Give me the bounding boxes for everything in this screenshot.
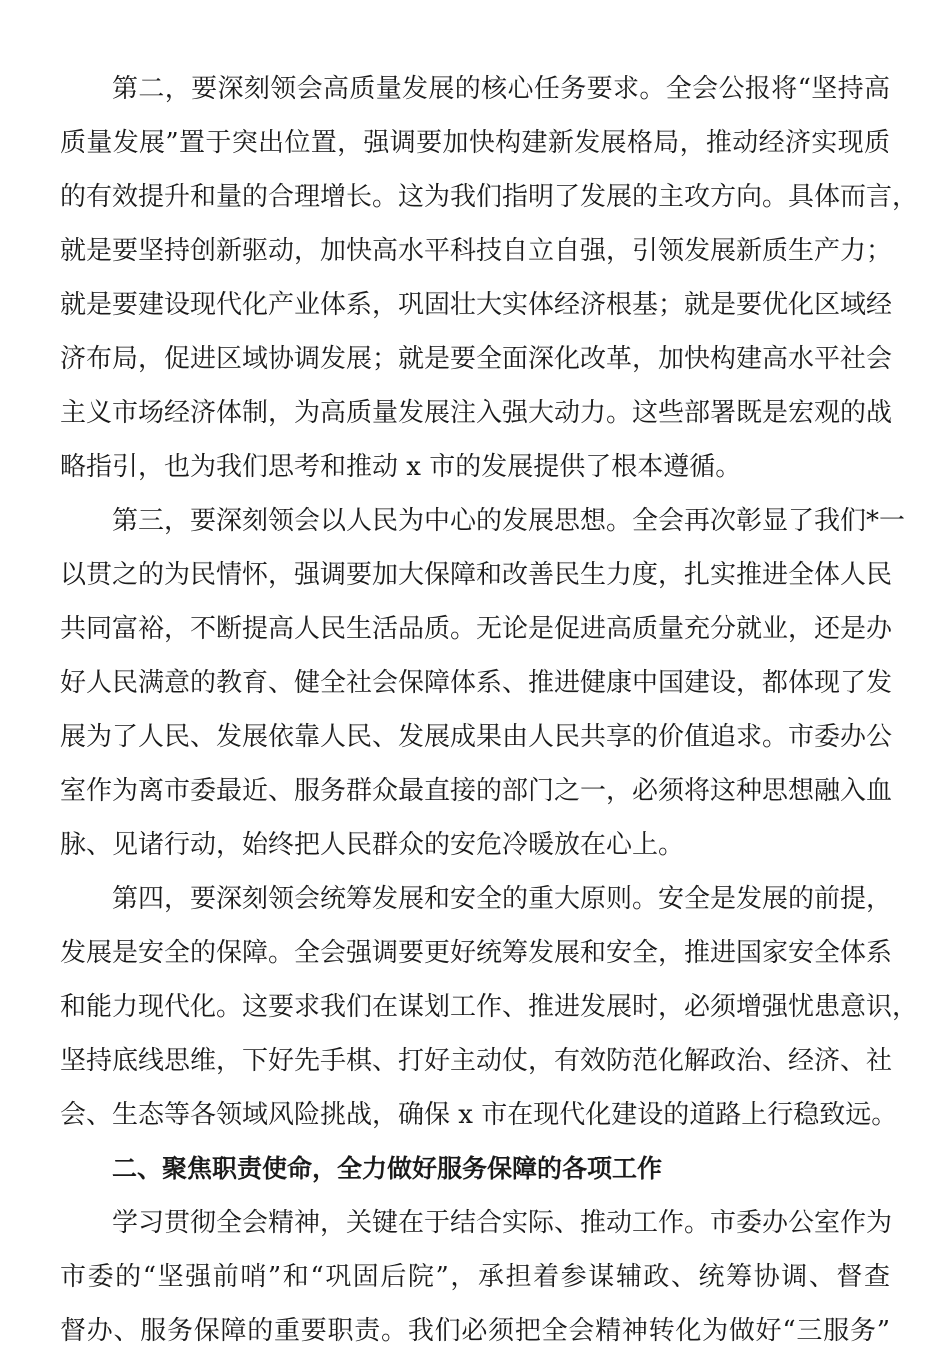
paragraph-line: 主义市场经济体制，为高质量发展注入强大动力。这些部署既是宏观的战 bbox=[60, 398, 893, 428]
paragraph-line: 质量发展”置于突出位置，强调要加快构建新发展格局，推动经济实现质 bbox=[60, 128, 890, 158]
paragraph-line: 督办、服务保障的重要职责。我们必须把全会精神转化为做好“三服务” bbox=[60, 1316, 890, 1346]
paragraph-line: 学习贯彻全会精神，关键在于结合实际、推动工作。市委办公室作为 bbox=[112, 1208, 893, 1238]
paragraph-line: 就是要坚持创新驱动，加快高水平科技自立自强，引领发展新质生产力； bbox=[60, 236, 893, 266]
paragraph-line: 好人民满意的教育、健全社会保障体系、推进健康中国建设，都体现了发 bbox=[60, 668, 893, 698]
paragraph-line: 第三，要深刻领会以人民为中心的发展思想。全会再次彰显了我们*一 bbox=[112, 506, 906, 536]
paragraph-line: 展为了人民、发展依靠人民、发展成果由人民共享的价值追求。市委办公 bbox=[60, 722, 893, 752]
paragraph-line: 坚持底线思维，下好先手棋、打好主动仗，有效防范化解政治、经济、社 bbox=[60, 1046, 893, 1076]
paragraph-line: 第四，要深刻领会统筹发展和安全的重大原则。安全是发展的前提， bbox=[112, 884, 893, 914]
body-text bbox=[60, 62, 919, 1358]
paragraph-line: 济布局，促进区域协调发展；就是要全面深化改革，加快构建高水平社会 bbox=[60, 344, 893, 374]
paragraph-line: 的有效提升和量的合理增长。这为我们指明了发展的主攻方向。具体而言， bbox=[60, 182, 919, 212]
paragraph-line: 会、生态等各领域风险挑战，确保 x 市在现代化建设的道路上行稳致远。 bbox=[60, 1100, 898, 1130]
paragraph-line: 和能力现代化。这要求我们在谋划工作、推进发展时，必须增强忧患意识， bbox=[60, 992, 919, 1022]
paragraph-line: 室作为离市委最近、服务群众最直接的部门之一，必须将这种思想融入血 bbox=[60, 776, 893, 806]
section-heading: 二、聚焦职责使命，全力做好服务保障的各项工作 bbox=[112, 1154, 663, 1183]
paragraph-line: 就是要建设现代化产业体系，巩固壮大实体经济根基；就是要优化区域经 bbox=[60, 290, 893, 320]
paragraph-line: 市委的“坚强前哨”和“巩固后院”，承担着参谋辅政、统筹协调、督查 bbox=[60, 1262, 890, 1292]
paragraph-line: 略指引，也为我们思考和推动 x 市的发展提供了根本遵循。 bbox=[60, 452, 742, 482]
paragraph-line: 发展是安全的保障。全会强调要更好统筹发展和安全，推进国家安全体系 bbox=[60, 938, 893, 968]
paragraph-line: 第二，要深刻领会高质量发展的核心任务要求。全会公报将“坚持高 bbox=[112, 74, 890, 104]
paragraph-line: 共同富裕，不断提高人民生活品质。无论是促进高质量充分就业，还是办 bbox=[60, 614, 893, 644]
paragraph-line: 以贯之的为民情怀，强调要加大保障和改善民生力度，扎实推进全体人民 bbox=[60, 560, 893, 590]
paragraph-line: 脉、见诸行动，始终把人民群众的安危冷暖放在心上。 bbox=[60, 830, 685, 860]
